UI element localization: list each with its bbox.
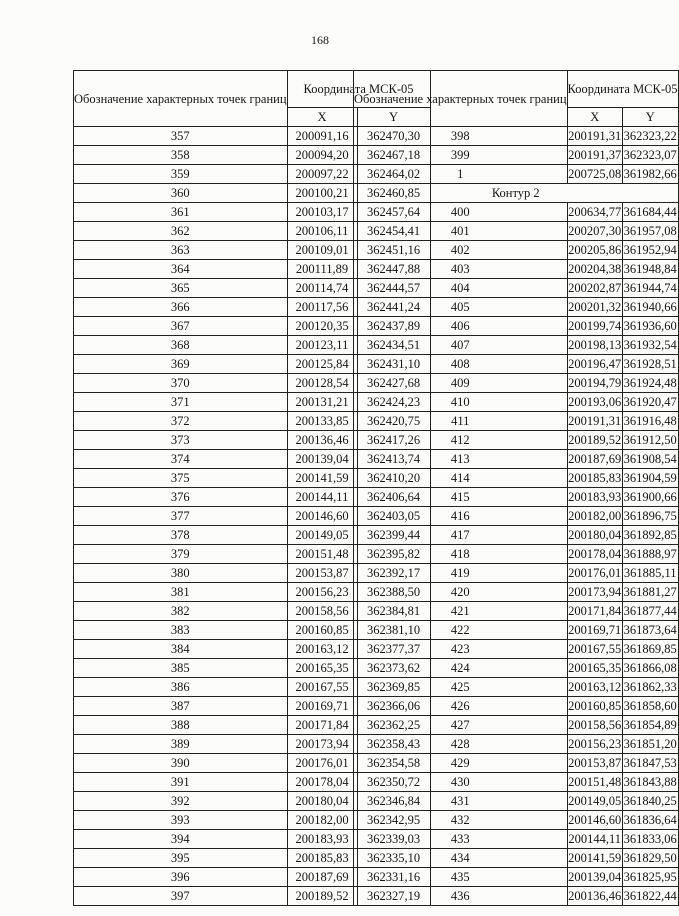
y-coordinate-cell: 362451,16 xyxy=(357,241,430,260)
x-coordinate-cell: 200103,17 xyxy=(287,203,357,222)
point-id-cell: 392 xyxy=(74,792,288,811)
point-id-cell: 358 xyxy=(74,146,288,165)
y-coordinate-cell: 361862,33 xyxy=(622,678,678,697)
y-coordinate-cell: 361684,44 xyxy=(622,203,678,222)
y-coordinate-cell: 361888,97 xyxy=(622,545,678,564)
y-coordinate-cell: 361822,44 xyxy=(622,887,678,906)
table-row xyxy=(354,279,679,298)
y-coordinate-cell: 362392,17 xyxy=(357,564,430,583)
y-coordinate-cell: 361928,51 xyxy=(622,355,678,374)
table-row xyxy=(354,222,679,241)
x-coordinate-cell: 200183,93 xyxy=(567,488,622,507)
section-row xyxy=(354,184,679,203)
point-id-cell: 431 xyxy=(354,792,568,811)
y-coordinate-cell: 361916,48 xyxy=(622,412,678,431)
point-id-cell: 375 xyxy=(74,469,288,488)
y-coordinate-cell: 362420,75 xyxy=(357,412,430,431)
point-id-cell: 370 xyxy=(74,374,288,393)
x-coordinate-cell: 200185,83 xyxy=(567,469,622,488)
point-id-cell: 407 xyxy=(354,336,568,355)
point-id-cell: 363 xyxy=(74,241,288,260)
point-id-cell: 366 xyxy=(74,298,288,317)
y-coordinate-cell: 361885,11 xyxy=(622,564,678,583)
point-id-cell: 379 xyxy=(74,545,288,564)
y-coordinate-cell: 361851,20 xyxy=(622,735,678,754)
x-coordinate-cell: 200193,06 xyxy=(567,393,622,412)
coordinate-header: Координата МСК-05 xyxy=(567,71,678,108)
table-row xyxy=(354,355,679,374)
page-number: 168 xyxy=(311,33,329,47)
x-coordinate-cell: 200131,21 xyxy=(287,393,357,412)
x-coordinate-cell: 200146,60 xyxy=(287,507,357,526)
x-coordinate-cell: 200158,56 xyxy=(287,602,357,621)
x-header: X xyxy=(287,108,357,127)
y-coordinate-cell: 362354,58 xyxy=(357,754,430,773)
x-coordinate-cell: 200176,01 xyxy=(567,564,622,583)
point-id-cell: 383 xyxy=(74,621,288,640)
y-coordinate-cell: 362373,62 xyxy=(357,659,430,678)
point-id-cell: 412 xyxy=(354,431,568,450)
table-row xyxy=(354,450,679,469)
table-row xyxy=(354,564,679,583)
y-coordinate-cell: 361952,94 xyxy=(622,241,678,260)
x-coordinate-cell: 200176,01 xyxy=(287,754,357,773)
x-coordinate-cell: 200163,12 xyxy=(567,678,622,697)
point-id-cell: 404 xyxy=(354,279,568,298)
x-coordinate-cell: 200169,71 xyxy=(287,697,357,716)
x-coordinate-cell: 200165,35 xyxy=(567,659,622,678)
y-coordinate-cell: 361873,64 xyxy=(622,621,678,640)
point-id-cell: 420 xyxy=(354,583,568,602)
point-id-cell: 422 xyxy=(354,621,568,640)
y-coordinate-cell: 362441,24 xyxy=(357,298,430,317)
table-row xyxy=(354,545,679,564)
point-id-cell: 413 xyxy=(354,450,568,469)
point-id-cell: 391 xyxy=(74,773,288,792)
point-id-cell: 381 xyxy=(74,583,288,602)
table-row xyxy=(354,583,679,602)
y-coordinate-cell: 362358,43 xyxy=(357,735,430,754)
y-coordinate-cell: 361858,60 xyxy=(622,697,678,716)
point-id-cell: 419 xyxy=(354,564,568,583)
y-coordinate-cell: 362437,89 xyxy=(357,317,430,336)
y-coordinate-cell: 362470,30 xyxy=(357,127,430,146)
y-coordinate-cell: 362410,20 xyxy=(357,469,430,488)
y-coordinate-cell: 362377,37 xyxy=(357,640,430,659)
point-id-cell: 365 xyxy=(74,279,288,298)
y-coordinate-cell: 361866,08 xyxy=(622,659,678,678)
y-coordinate-cell: 362447,88 xyxy=(357,260,430,279)
x-coordinate-cell: 200141,59 xyxy=(287,469,357,488)
y-coordinate-cell: 361896,75 xyxy=(622,507,678,526)
point-id-cell: 394 xyxy=(74,830,288,849)
table-row xyxy=(354,431,679,450)
x-coordinate-cell: 200160,85 xyxy=(287,621,357,640)
table-row xyxy=(354,241,679,260)
x-coordinate-cell: 200139,04 xyxy=(567,868,622,887)
y-coordinate-cell: 362413,74 xyxy=(357,450,430,469)
x-coordinate-cell: 200189,52 xyxy=(287,887,357,906)
x-coordinate-cell: 200191,37 xyxy=(567,146,622,165)
x-coordinate-cell: 200153,87 xyxy=(567,754,622,773)
y-coordinate-cell: 362457,64 xyxy=(357,203,430,222)
point-id-cell: 387 xyxy=(74,697,288,716)
x-coordinate-cell: 200204,38 xyxy=(567,260,622,279)
point-id-cell: 435 xyxy=(354,868,568,887)
point-id-cell: 1 xyxy=(354,165,568,184)
point-id-cell: 421 xyxy=(354,602,568,621)
y-coordinate-cell: 361932,54 xyxy=(622,336,678,355)
table-row xyxy=(354,811,679,830)
y-coordinate-cell: 361836,64 xyxy=(622,811,678,830)
point-id-cell: 436 xyxy=(354,887,568,906)
y-coordinate-cell: 362366,06 xyxy=(357,697,430,716)
point-id-cell: 361 xyxy=(74,203,288,222)
x-coordinate-cell: 200091,16 xyxy=(287,127,357,146)
table-row xyxy=(354,374,679,393)
x-coordinate-cell: 200180,04 xyxy=(567,526,622,545)
point-id-cell: 432 xyxy=(354,811,568,830)
y-coordinate-cell: 362454,41 xyxy=(357,222,430,241)
table-row xyxy=(354,621,679,640)
y-coordinate-cell: 362331,16 xyxy=(357,868,430,887)
y-coordinate-cell: 361920,47 xyxy=(622,393,678,412)
x-coordinate-cell: 200180,04 xyxy=(287,792,357,811)
coordinate-header: Координата МСК-05 xyxy=(287,71,430,108)
x-coordinate-cell: 200128,54 xyxy=(287,374,357,393)
x-coordinate-cell: 200125,84 xyxy=(287,355,357,374)
y-coordinate-cell: 362460,85 xyxy=(357,184,430,203)
y-coordinate-cell: 362327,19 xyxy=(357,887,430,906)
point-id-cell: 401 xyxy=(354,222,568,241)
y-coordinate-cell: 362424,23 xyxy=(357,393,430,412)
y-coordinate-cell: 361840,25 xyxy=(622,792,678,811)
y-coordinate-cell: 361924,48 xyxy=(622,374,678,393)
table-row xyxy=(354,526,679,545)
x-coordinate-cell: 200205,86 xyxy=(567,241,622,260)
table-row xyxy=(354,792,679,811)
point-id-cell: 400 xyxy=(354,203,568,222)
y-coordinate-cell: 362399,44 xyxy=(357,526,430,545)
point-id-cell: 389 xyxy=(74,735,288,754)
table-body-right xyxy=(354,127,679,906)
y-coordinate-cell: 362417,26 xyxy=(357,431,430,450)
x-coordinate-cell: 200191,31 xyxy=(567,412,622,431)
point-id-cell: 403 xyxy=(354,260,568,279)
point-id-cell: 417 xyxy=(354,526,568,545)
point-id-cell: 418 xyxy=(354,545,568,564)
x-coordinate-cell: 200106,11 xyxy=(287,222,357,241)
x-coordinate-cell: 200144,11 xyxy=(567,830,622,849)
x-coordinate-cell: 200198,13 xyxy=(567,336,622,355)
point-id-cell: 433 xyxy=(354,830,568,849)
y-coordinate-cell: 361957,08 xyxy=(622,222,678,241)
table-row xyxy=(354,507,679,526)
x-coordinate-cell: 200109,01 xyxy=(287,241,357,260)
x-coordinate-cell: 200207,30 xyxy=(567,222,622,241)
table-row xyxy=(354,469,679,488)
point-id-cell: 424 xyxy=(354,659,568,678)
table-row xyxy=(354,735,679,754)
table-row xyxy=(354,260,679,279)
y-header: Y xyxy=(622,108,678,127)
x-coordinate-cell: 200144,11 xyxy=(287,488,357,507)
y-coordinate-cell: 361881,27 xyxy=(622,583,678,602)
x-coordinate-cell: 200158,56 xyxy=(567,716,622,735)
table-row xyxy=(354,659,679,678)
point-id-cell: 386 xyxy=(74,678,288,697)
point-id-cell: 364 xyxy=(74,260,288,279)
y-coordinate-cell: 361908,54 xyxy=(622,450,678,469)
x-coordinate-cell: 200163,12 xyxy=(287,640,357,659)
y-coordinate-cell: 362395,82 xyxy=(357,545,430,564)
x-coordinate-cell: 200100,21 xyxy=(287,184,357,203)
x-coordinate-cell: 200123,11 xyxy=(287,336,357,355)
point-id-cell: 406 xyxy=(354,317,568,336)
y-coordinate-cell: 361982,66 xyxy=(622,165,678,184)
point-id-cell: 372 xyxy=(74,412,288,431)
point-id-cell: 430 xyxy=(354,773,568,792)
x-coordinate-cell: 200178,04 xyxy=(567,545,622,564)
point-id-cell: 425 xyxy=(354,678,568,697)
x-coordinate-cell: 200167,55 xyxy=(287,678,357,697)
x-coordinate-cell: 200160,85 xyxy=(567,697,622,716)
x-coordinate-cell: 200187,69 xyxy=(567,450,622,469)
point-id-cell: 368 xyxy=(74,336,288,355)
point-id-cell: 360 xyxy=(74,184,288,203)
y-coordinate-cell: 361825,95 xyxy=(622,868,678,887)
x-coordinate-cell: 200169,71 xyxy=(567,621,622,640)
x-coordinate-cell: 200182,00 xyxy=(567,507,622,526)
table-row xyxy=(354,298,679,317)
x-coordinate-cell: 200149,05 xyxy=(567,792,622,811)
table-row xyxy=(354,887,679,906)
x-coordinate-cell: 200178,04 xyxy=(287,773,357,792)
x-coordinate-cell: 200173,94 xyxy=(287,735,357,754)
y-coordinate-cell: 362427,68 xyxy=(357,374,430,393)
point-id-cell: 398 xyxy=(354,127,568,146)
y-coordinate-cell: 362381,10 xyxy=(357,621,430,640)
table-row xyxy=(354,754,679,773)
x-coordinate-cell: 200156,23 xyxy=(567,735,622,754)
point-id-cell: 415 xyxy=(354,488,568,507)
y-coordinate-cell: 361854,89 xyxy=(622,716,678,735)
table-row xyxy=(354,830,679,849)
y-coordinate-cell: 362431,10 xyxy=(357,355,430,374)
x-coordinate-cell: 200117,56 xyxy=(287,298,357,317)
x-coordinate-cell: 200094,20 xyxy=(287,146,357,165)
y-coordinate-cell: 361877,44 xyxy=(622,602,678,621)
point-id-cell: 357 xyxy=(74,127,288,146)
point-id-cell: 399 xyxy=(354,146,568,165)
point-id-cell: 378 xyxy=(74,526,288,545)
y-coordinate-cell: 362464,02 xyxy=(357,165,430,184)
y-coordinate-cell: 362362,25 xyxy=(357,716,430,735)
y-coordinate-cell: 362467,18 xyxy=(357,146,430,165)
coordinates-table-right xyxy=(353,70,679,906)
x-coordinate-cell: 200139,04 xyxy=(287,450,357,469)
x-coordinate-cell: 200111,89 xyxy=(287,260,357,279)
y-coordinate-cell: 361829,50 xyxy=(622,849,678,868)
x-coordinate-cell: 200156,23 xyxy=(287,583,357,602)
x-coordinate-cell: 200194,79 xyxy=(567,374,622,393)
table-row xyxy=(354,678,679,697)
y-coordinate-cell: 362388,50 xyxy=(357,583,430,602)
x-coordinate-cell: 200151,48 xyxy=(287,545,357,564)
y-coordinate-cell: 361912,50 xyxy=(622,431,678,450)
point-id-cell: 409 xyxy=(354,374,568,393)
y-coordinate-cell: 362350,72 xyxy=(357,773,430,792)
point-label-header: Обозначение характерных точек границ xyxy=(74,71,288,127)
point-id-cell: 405 xyxy=(354,298,568,317)
y-coordinate-cell: 362335,10 xyxy=(357,849,430,868)
point-id-cell: 402 xyxy=(354,241,568,260)
x-coordinate-cell: 200191,31 xyxy=(567,127,622,146)
point-id-cell: 359 xyxy=(74,165,288,184)
table-row xyxy=(354,868,679,887)
table-row xyxy=(354,165,679,184)
point-id-cell: 369 xyxy=(74,355,288,374)
table-row xyxy=(354,697,679,716)
x-coordinate-cell: 200097,22 xyxy=(287,165,357,184)
point-id-cell: 427 xyxy=(354,716,568,735)
x-coordinate-cell: 200167,55 xyxy=(567,640,622,659)
x-coordinate-cell: 200196,47 xyxy=(567,355,622,374)
x-coordinate-cell: 200136,46 xyxy=(567,887,622,906)
y-coordinate-cell: 362369,85 xyxy=(357,678,430,697)
table-row xyxy=(354,412,679,431)
point-id-cell: 395 xyxy=(74,849,288,868)
y-coordinate-cell: 362406,64 xyxy=(357,488,430,507)
point-id-cell: 390 xyxy=(74,754,288,773)
x-coordinate-cell: 200173,94 xyxy=(567,583,622,602)
point-id-cell: 408 xyxy=(354,355,568,374)
x-coordinate-cell: 200114,74 xyxy=(287,279,357,298)
x-coordinate-cell: 200136,46 xyxy=(287,431,357,450)
y-coordinate-cell: 362384,81 xyxy=(357,602,430,621)
y-coordinate-cell: 361936,60 xyxy=(622,317,678,336)
x-coordinate-cell: 200153,87 xyxy=(287,564,357,583)
point-id-cell: 371 xyxy=(74,393,288,412)
x-coordinate-cell: 200149,05 xyxy=(287,526,357,545)
y-header: Y xyxy=(357,108,430,127)
table-row xyxy=(354,716,679,735)
y-coordinate-cell: 361940,66 xyxy=(622,298,678,317)
table-row xyxy=(354,640,679,659)
point-id-cell: 382 xyxy=(74,602,288,621)
x-coordinate-cell: 200146,60 xyxy=(567,811,622,830)
x-coordinate-cell: 200151,48 xyxy=(567,773,622,792)
x-coordinate-cell: 200133,85 xyxy=(287,412,357,431)
y-coordinate-cell: 361833,06 xyxy=(622,830,678,849)
y-coordinate-cell: 362342,95 xyxy=(357,811,430,830)
table-row xyxy=(354,488,679,507)
y-coordinate-cell: 362323,07 xyxy=(622,146,678,165)
x-coordinate-cell: 200199,74 xyxy=(567,317,622,336)
x-coordinate-cell: 200120,35 xyxy=(287,317,357,336)
x-coordinate-cell: 200189,52 xyxy=(567,431,622,450)
x-coordinate-cell: 200201,32 xyxy=(567,298,622,317)
point-label-header: Обозначение характерных точек границ xyxy=(354,71,568,127)
y-coordinate-cell: 362444,57 xyxy=(357,279,430,298)
point-id-cell: 393 xyxy=(74,811,288,830)
point-id-cell: 423 xyxy=(354,640,568,659)
x-coordinate-cell: 200171,84 xyxy=(567,602,622,621)
point-id-cell: 414 xyxy=(354,469,568,488)
x-coordinate-cell: 200171,84 xyxy=(287,716,357,735)
point-id-cell: 411 xyxy=(354,412,568,431)
x-coordinate-cell: 200183,93 xyxy=(287,830,357,849)
table-row xyxy=(354,393,679,412)
point-id-cell: 396 xyxy=(74,868,288,887)
x-coordinate-cell: 200725,08 xyxy=(567,165,622,184)
table-row xyxy=(354,127,679,146)
y-coordinate-cell: 362339,03 xyxy=(357,830,430,849)
point-id-cell: 388 xyxy=(74,716,288,735)
y-coordinate-cell: 362434,51 xyxy=(357,336,430,355)
y-coordinate-cell: 361869,85 xyxy=(622,640,678,659)
y-coordinate-cell: 361843,88 xyxy=(622,773,678,792)
x-coordinate-cell: 200165,35 xyxy=(287,659,357,678)
point-id-cell: 429 xyxy=(354,754,568,773)
table-row xyxy=(354,602,679,621)
table-row xyxy=(354,773,679,792)
point-id-cell: 426 xyxy=(354,697,568,716)
x-coordinate-cell: 200634,77 xyxy=(567,203,622,222)
point-id-cell: 367 xyxy=(74,317,288,336)
point-id-cell: 380 xyxy=(74,564,288,583)
point-id-cell: 384 xyxy=(74,640,288,659)
y-coordinate-cell: 361944,74 xyxy=(622,279,678,298)
point-id-cell: 434 xyxy=(354,849,568,868)
y-coordinate-cell: 361892,85 xyxy=(622,526,678,545)
point-id-cell: 416 xyxy=(354,507,568,526)
point-id-cell: 410 xyxy=(354,393,568,412)
point-id-cell: 376 xyxy=(74,488,288,507)
y-coordinate-cell: 362323,22 xyxy=(622,127,678,146)
point-id-cell: 373 xyxy=(74,431,288,450)
x-coordinate-cell: 200185,83 xyxy=(287,849,357,868)
point-id-cell: 428 xyxy=(354,735,568,754)
table-row xyxy=(354,849,679,868)
y-coordinate-cell: 361847,53 xyxy=(622,754,678,773)
point-id-cell: 377 xyxy=(74,507,288,526)
table-row xyxy=(354,336,679,355)
y-coordinate-cell: 361900,66 xyxy=(622,488,678,507)
table-row xyxy=(354,146,679,165)
table-row xyxy=(354,203,679,222)
x-coordinate-cell: 200202,87 xyxy=(567,279,622,298)
y-coordinate-cell: 362346,84 xyxy=(357,792,430,811)
point-id-cell: 362 xyxy=(74,222,288,241)
point-id-cell: 397 xyxy=(74,887,288,906)
point-id-cell: 385 xyxy=(74,659,288,678)
x-coordinate-cell: 200187,69 xyxy=(287,868,357,887)
table-row xyxy=(354,317,679,336)
y-coordinate-cell: 361948,84 xyxy=(622,260,678,279)
y-coordinate-cell: 362403,05 xyxy=(357,507,430,526)
x-coordinate-cell: 200141,59 xyxy=(567,849,622,868)
section-title: Контур 2 xyxy=(354,184,679,203)
y-coordinate-cell: 361904,59 xyxy=(622,469,678,488)
x-coordinate-cell: 200182,00 xyxy=(287,811,357,830)
x-header: X xyxy=(567,108,622,127)
point-id-cell: 374 xyxy=(74,450,288,469)
